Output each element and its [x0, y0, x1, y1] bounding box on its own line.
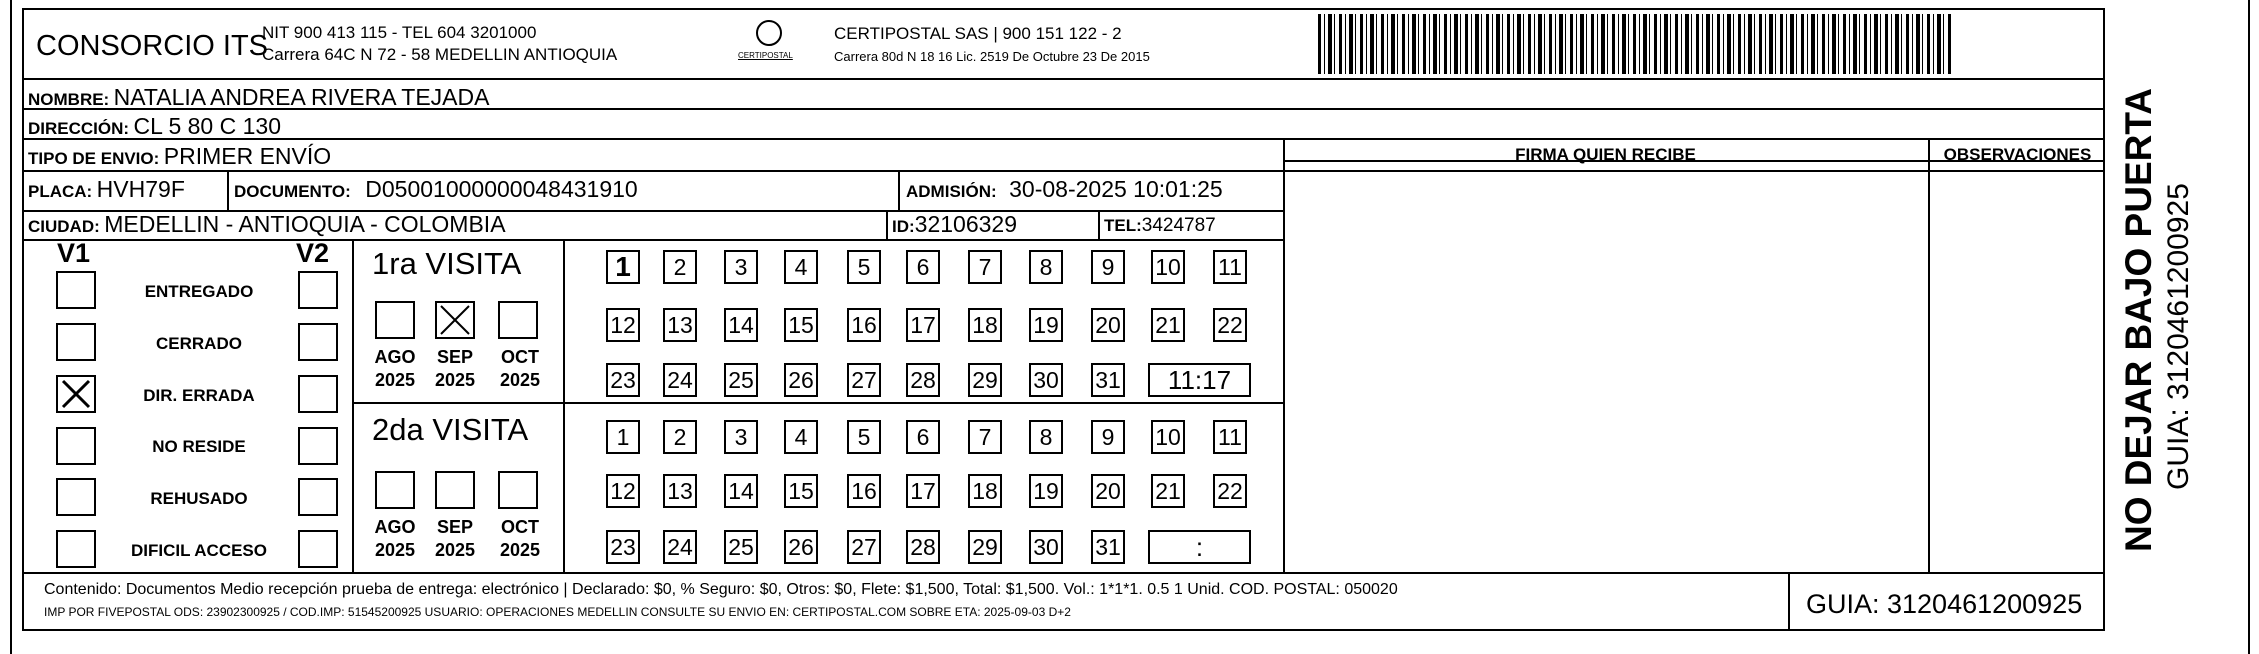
first-day-8[interactable]: 8: [1029, 250, 1063, 284]
second-month-ago: AGO: [374, 517, 416, 537]
v1-no-reside-box[interactable]: [56, 427, 96, 465]
first-day-25[interactable]: 25: [724, 363, 758, 397]
first-year-ago: 2025: [374, 369, 416, 390]
side-notice: NO DEJAR BAJO PUERTA: [2118, 88, 2159, 552]
second-month-oct: OCT: [501, 517, 539, 537]
v2-no-reside-box[interactable]: [298, 427, 338, 465]
status-cerrado: CERRADO: [156, 334, 242, 353]
first-day-22[interactable]: 22: [1213, 308, 1247, 342]
second-year-oct: 2025: [499, 539, 541, 560]
status-dificil-acceso: DIFICIL ACCESO: [130, 541, 267, 560]
second-day-4[interactable]: 4: [784, 420, 818, 454]
v1-label: V1: [57, 238, 91, 268]
first-visit-title: 1ra VISITA: [372, 246, 522, 281]
id-value: 32106329: [914, 211, 1018, 237]
first-month-sep: SEP: [436, 347, 474, 367]
second-day-9[interactable]: 9: [1091, 420, 1125, 454]
first-day-1[interactable]: 1: [606, 250, 640, 284]
second-day-17[interactable]: 17: [906, 474, 940, 508]
second-day-6[interactable]: 6: [906, 420, 940, 454]
second-day-25[interactable]: 25: [724, 530, 758, 564]
second-day-13[interactable]: 13: [663, 474, 697, 508]
first-day-18[interactable]: 18: [968, 308, 1002, 342]
ciudad-value: MEDELLIN - ANTIOQUIA - COLOMBIA: [104, 211, 506, 237]
v2-cerrado-box[interactable]: [298, 323, 338, 361]
first-day-6[interactable]: 6: [906, 250, 940, 284]
first-day-7[interactable]: 7: [968, 250, 1002, 284]
second-day-24[interactable]: 24: [663, 530, 697, 564]
certipostal-logo-icon: [756, 20, 782, 46]
first-day-26[interactable]: 26: [784, 363, 818, 397]
admision-value: 30-08-2025 10:01:25: [1009, 176, 1223, 202]
second-month-oct-box[interactable]: [498, 471, 538, 509]
ciudad-label: CIUDAD:: [28, 217, 100, 236]
left-margin-line: [10, 0, 12, 654]
second-month-ago-box[interactable]: [375, 471, 415, 509]
second-day-12[interactable]: 12: [606, 474, 640, 508]
second-day-22[interactable]: 22: [1213, 474, 1247, 508]
first-day-5[interactable]: 5: [847, 250, 881, 284]
first-month-sep-box[interactable]: [435, 301, 475, 339]
tel-label: TEL:: [1104, 216, 1142, 235]
nombre-value: NATALIA ANDREA RIVERA TEJADA: [113, 84, 490, 110]
second-year-sep: 2025: [434, 539, 476, 560]
admision-label: ADMISIÓN:: [906, 182, 997, 201]
v1-dir-errada-box[interactable]: [56, 375, 96, 413]
first-day-30[interactable]: 30: [1029, 363, 1063, 397]
first-day-19[interactable]: 19: [1029, 308, 1063, 342]
second-day-21[interactable]: 21: [1151, 474, 1185, 508]
observaciones-header: OBSERVACIONES: [1943, 145, 2092, 164]
first-day-11[interactable]: 11: [1213, 250, 1247, 284]
first-day-12[interactable]: 12: [606, 308, 640, 342]
barcode: [1318, 14, 1953, 74]
first-day-2[interactable]: 2: [663, 250, 697, 284]
first-time-box[interactable]: 11:17: [1148, 363, 1251, 397]
first-day-20[interactable]: 20: [1091, 308, 1125, 342]
second-day-3[interactable]: 3: [724, 420, 758, 454]
second-day-10[interactable]: 10: [1151, 420, 1185, 454]
second-day-7[interactable]: 7: [968, 420, 1002, 454]
documento-label: DOCUMENTO:: [234, 182, 351, 201]
footer-content: Contenido: Documentos Medio recepción prueba de entrega: electrónico | Declarado: $0, % Seguro: $0, Otros: $0, Flete: $1,500, Total: $1,500. Vol.: 1*1*1. 0.5 1 Unid. COD. POSTAL: 050020: [44, 581, 1398, 598]
company-nit: NIT 900 413 115 - TEL 604 3201000: [262, 23, 537, 42]
logo-text: CERTIPOSTAL: [738, 51, 793, 60]
status-rehusado: REHUSADO: [150, 489, 248, 508]
first-day-24[interactable]: 24: [663, 363, 697, 397]
second-time-box[interactable]: :: [1148, 530, 1251, 564]
v2-dir-errada-box[interactable]: [298, 375, 338, 413]
second-day-19[interactable]: 19: [1029, 474, 1063, 508]
second-day-8[interactable]: 8: [1029, 420, 1063, 454]
second-day-23[interactable]: 23: [606, 530, 640, 564]
company-address: Carrera 64C N 72 - 58 MEDELLIN ANTIOQUIA: [262, 45, 618, 64]
second-day-1[interactable]: 1: [606, 420, 640, 454]
second-day-30[interactable]: 30: [1029, 530, 1063, 564]
first-day-3[interactable]: 3: [724, 250, 758, 284]
second-day-26[interactable]: 26: [784, 530, 818, 564]
second-day-29[interactable]: 29: [968, 530, 1002, 564]
second-month-sep-box[interactable]: [435, 471, 475, 509]
second-day-31[interactable]: 31: [1091, 530, 1125, 564]
first-day-16[interactable]: 16: [847, 308, 881, 342]
right-margin-line: [2248, 0, 2250, 654]
second-day-14[interactable]: 14: [724, 474, 758, 508]
first-day-29[interactable]: 29: [968, 363, 1002, 397]
v1-dificil-acceso-box[interactable]: [56, 530, 96, 568]
tipo-label: TIPO DE ENVIO:: [28, 149, 160, 168]
v2-entregado-box[interactable]: [298, 271, 338, 309]
direccion-label: DIRECCIÓN:: [28, 119, 130, 138]
first-day-27[interactable]: 27: [847, 363, 881, 397]
status-dir-errada: DIR. ERRADA: [143, 386, 255, 405]
tipo-value: PRIMER ENVÍO: [163, 143, 332, 169]
firma-header: FIRMA QUIEN RECIBE: [1515, 145, 1696, 164]
first-day-9[interactable]: 9: [1091, 250, 1125, 284]
v1-entregado-box[interactable]: [56, 271, 96, 309]
second-day-27[interactable]: 27: [847, 530, 881, 564]
first-day-4[interactable]: 4: [784, 250, 818, 284]
footer-tracking: IMP POR FIVEPOSTAL ODS: 23902300925 / COD.IMP: 51545200925 USUARIO: OPERACIONES MEDELLIN CONSULTE SU ENVIO EN: CERTIPOSTAL.COM SOBRE ETA: 2025-09-03 D+2: [44, 605, 1071, 619]
tel-value: 3424787: [1141, 215, 1216, 236]
courier-address: Carrera 80d N 18 16 Lic. 2519 De Octubre 23 De 2015: [834, 49, 1150, 64]
second-day-16[interactable]: 16: [847, 474, 881, 508]
first-day-23[interactable]: 23: [606, 363, 640, 397]
documento-value: D05001000000048431910: [365, 176, 638, 202]
company-name: CONSORCIO ITS: [36, 30, 269, 62]
first-month-ago-box[interactable]: [375, 301, 415, 339]
status-no-reside: NO RESIDE: [152, 437, 246, 456]
second-day-11[interactable]: 11: [1213, 420, 1247, 454]
second-day-5[interactable]: 5: [847, 420, 881, 454]
placa-label: PLACA:: [28, 182, 93, 201]
v2-label: V2: [296, 238, 330, 268]
second-day-15[interactable]: 15: [784, 474, 818, 508]
footer-guia: GUIA: 3120461200925: [1806, 589, 2083, 619]
first-day-13[interactable]: 13: [663, 308, 697, 342]
id-label: ID:: [892, 217, 915, 236]
first-month-oct-box[interactable]: [498, 301, 538, 339]
v2-rehusado-box[interactable]: [298, 478, 338, 516]
status-entregado: ENTREGADO: [144, 282, 254, 301]
second-month-sep: SEP: [436, 517, 474, 537]
v1-rehusado-box[interactable]: [56, 478, 96, 516]
first-day-31[interactable]: 31: [1091, 363, 1125, 397]
first-day-14[interactable]: 14: [724, 308, 758, 342]
first-day-15[interactable]: 15: [784, 308, 818, 342]
direccion-value: CL 5 80 C 130: [133, 113, 281, 139]
second-day-28[interactable]: 28: [906, 530, 940, 564]
second-day-2[interactable]: 2: [663, 420, 697, 454]
first-day-10[interactable]: 10: [1151, 250, 1185, 284]
second-day-20[interactable]: 20: [1091, 474, 1125, 508]
second-year-ago: 2025: [374, 539, 416, 560]
first-year-sep: 2025: [434, 369, 476, 390]
v1-cerrado-box[interactable]: [56, 323, 96, 361]
courier-name: CERTIPOSTAL SAS | 900 151 122 - 2: [834, 24, 1122, 43]
first-day-17[interactable]: 17: [906, 308, 940, 342]
first-year-oct: 2025: [499, 369, 541, 390]
nombre-label: NOMBRE:: [28, 90, 110, 109]
v2-dificil-acceso-box[interactable]: [298, 530, 338, 568]
second-visit-title: 2da VISITA: [372, 412, 529, 447]
first-month-ago: AGO: [374, 347, 416, 367]
placa-value: HVH79F: [96, 176, 185, 202]
first-day-28[interactable]: 28: [906, 363, 940, 397]
first-month-oct: OCT: [501, 347, 539, 367]
second-day-18[interactable]: 18: [968, 474, 1002, 508]
side-guia: GUIA: 3120461200925: [2162, 183, 2195, 490]
first-day-21[interactable]: 21: [1151, 308, 1185, 342]
